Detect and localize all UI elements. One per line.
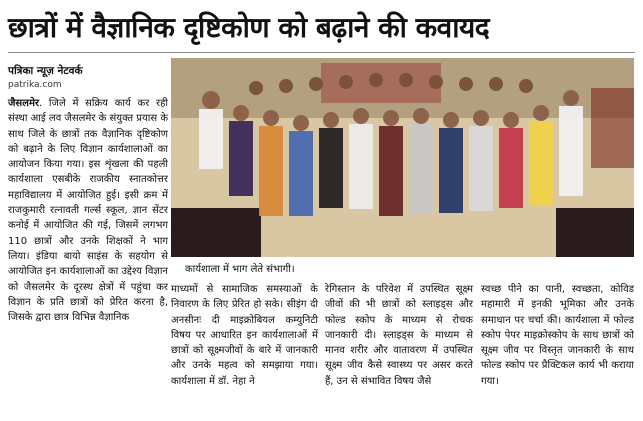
article-column-2: माध्यमों से सामाजिक समस्याओं के निवारण के लिए प्रेरित हो सके। सीइंग दी अनसीनः दी माइक्रोबियल कम्युनिटी विषय पर आधारित इन कार्यशालाओं में छात्रों को सूक्ष्मजीवों के बारे में जानकारी और उनके महत्व को समझाया गया। कार्यशाला में डॉ. नेहा ने	[171, 284, 318, 387]
website: patrika.com	[8, 80, 62, 90]
headline: छात्रों में वैज्ञानिक दृष्टिकोण को बढ़ाने की कवायद	[8, 11, 490, 44]
byline: पत्रिका न्यूज़ नेटवर्क	[8, 65, 83, 77]
column-1-text: . जिले में सक्रिय कार्य कर रही संस्था आई लव जैसलमेर के संयुक्त प्रयास के साथ जिले के छात्रों तक वैज्ञानिक दृष्टिकोण को बढ़ाने के लिए विज्ञान कार्यशालाओं का आयोजन किया गया। इस शृंखला की पहली कार्यशाला एसबीके राजकीय स्नातकोत्तर महाविद्यालय में आयोजित हुई। इसी क्रम में राजकुमारी रत्नावती गर्ल्स स्कूल, ज्ञान सेंटर कनोई में आयोजित की गई, जिसमें लगभग 110 छात्रों और उनके शिक्षकों ने भाग लिया। इंडिया बायो साइंस के सहयोग से आयोजित इन कार्यशालाओं का उद्देश्य विज्ञान को जैसलमेर के दूरस्थ क्षेत्रों में पहुंचा कर विज्ञान के प्रति छात्रों को प्रेरित करना है, जिसके द्वारा छात्र विभिन्न वैज्ञानिक	[8, 98, 169, 324]
article-column-4: स्वच्छ पीने का पानी, स्वच्छता, कोविड महामारी में इनकी भूमिका और उनके समाधान पर चर्चा की। कार्यशाला में फोल्ड स्कोप पेपर माइक्रोस्कोप के साथ छात्रों को सूक्ष्म जीव पर विस्तृत जानकारी के साथ फोल्ड स्कोप पर प्रैक्टिकल कार्य भी कराया गया।	[481, 284, 634, 387]
headline-divider	[8, 52, 635, 53]
article-column-1	[8, 96, 168, 325]
group-photo	[171, 58, 634, 257]
group-photo-illustration	[171, 58, 634, 257]
dateline: जैसलमेर	[8, 98, 40, 109]
article-column-3: रेगिस्तान के परिवेश में उपस्थित सूक्ष्म जीवों की भी छात्रों को स्लाइड्स और फोल्ड स्कोप के माध्यम से रोचक जानकारी दी। स्लाइड्स के माध्यम से मानव शरीर और वातावरण में उपस्थित सूक्ष्म जीव कैसे स्वास्थ्य पर असर करते हैं, उन से संभावित विषय जैसे	[325, 284, 473, 387]
photo-caption: कार्यशाला में भाग लेते संभागी।	[185, 264, 295, 275]
